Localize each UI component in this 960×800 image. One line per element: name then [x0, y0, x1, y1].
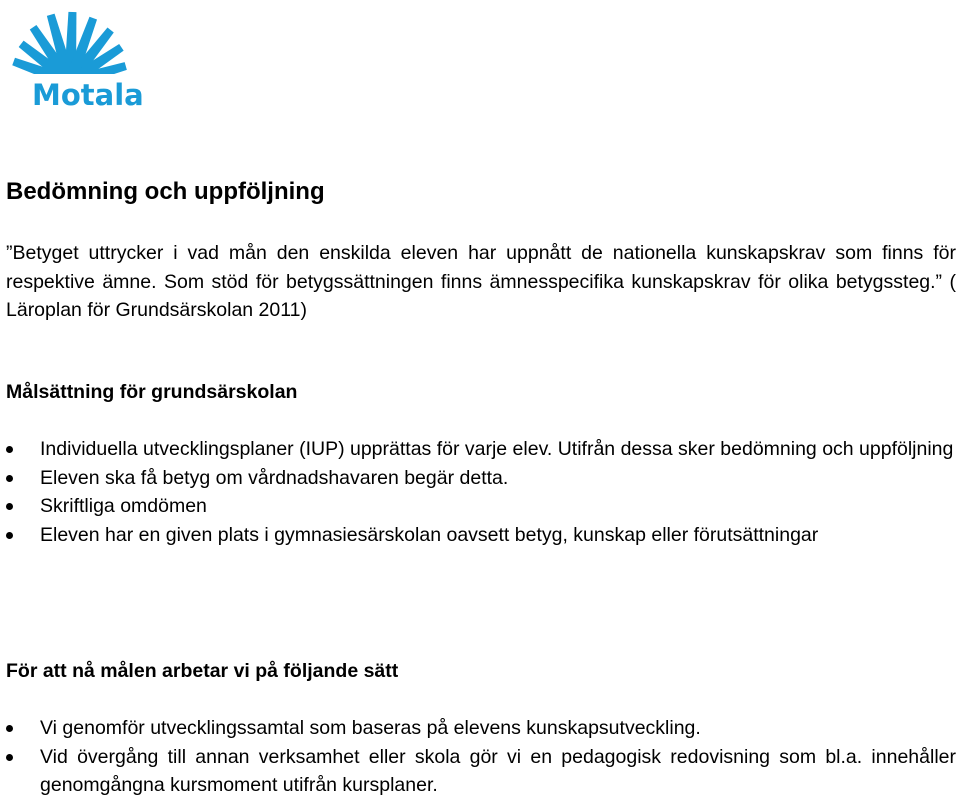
goals-list — [6, 435, 956, 549]
list-item — [6, 743, 956, 800]
list-item — [6, 464, 956, 493]
page-title: Bedömning och uppföljning — [6, 178, 325, 205]
list-item — [6, 492, 956, 521]
bullet-icon — [6, 532, 13, 539]
list-item-text: Vid övergång till annan verksamhet eller skola gör vi en pedagogisk redovisning som bl.a. innehåller genomgångna kursmoment utifrån kursplaner. — [40, 745, 956, 796]
list-item-text: Skriftliga omdömen — [40, 495, 207, 517]
list-item — [6, 714, 956, 743]
bullet-icon — [6, 725, 13, 732]
bullet-icon — [6, 503, 13, 510]
list-item — [6, 521, 956, 550]
motala-logo — [2, 4, 152, 114]
bullet-icon — [6, 475, 13, 482]
goals-heading: Målsättning för grundsärskolan — [6, 381, 298, 403]
curriculum-quote: ”Betyget uttrycker i vad mån den enskilda eleven har uppnått de nationella kunskapskrav som finns för respektive ämne. Som stöd för betygssättningen finns ämnesspecifika kunskapskrav för olika betygssteg.” ( Läroplan för Grundsärskolan 2011) — [6, 242, 956, 321]
work-heading: För att nå målen arbetar vi på följande sätt — [6, 660, 399, 682]
list-item-text: Individuella utvecklingsplaner (IUP) upprättas för varje elev. Utifrån dessa sker bedömning och uppföljning — [40, 438, 954, 460]
work-list — [6, 714, 956, 800]
list-item-text: Vi genomför utvecklingssamtal som baseras på elevens kunskapsutveckling. — [40, 717, 701, 739]
bullet-icon — [6, 754, 13, 761]
list-item — [6, 435, 956, 464]
list-item-text: Eleven har en given plats i gymnasiesärskolan oavsett betyg, kunskap eller förutsättningar — [40, 523, 819, 546]
bullet-icon — [6, 446, 13, 453]
logo-text: Motala — [32, 78, 144, 112]
sun-rays-icon — [2, 4, 152, 84]
list-item-text: Eleven ska få betyg om vårdnadshavaren begär detta. — [40, 466, 509, 489]
